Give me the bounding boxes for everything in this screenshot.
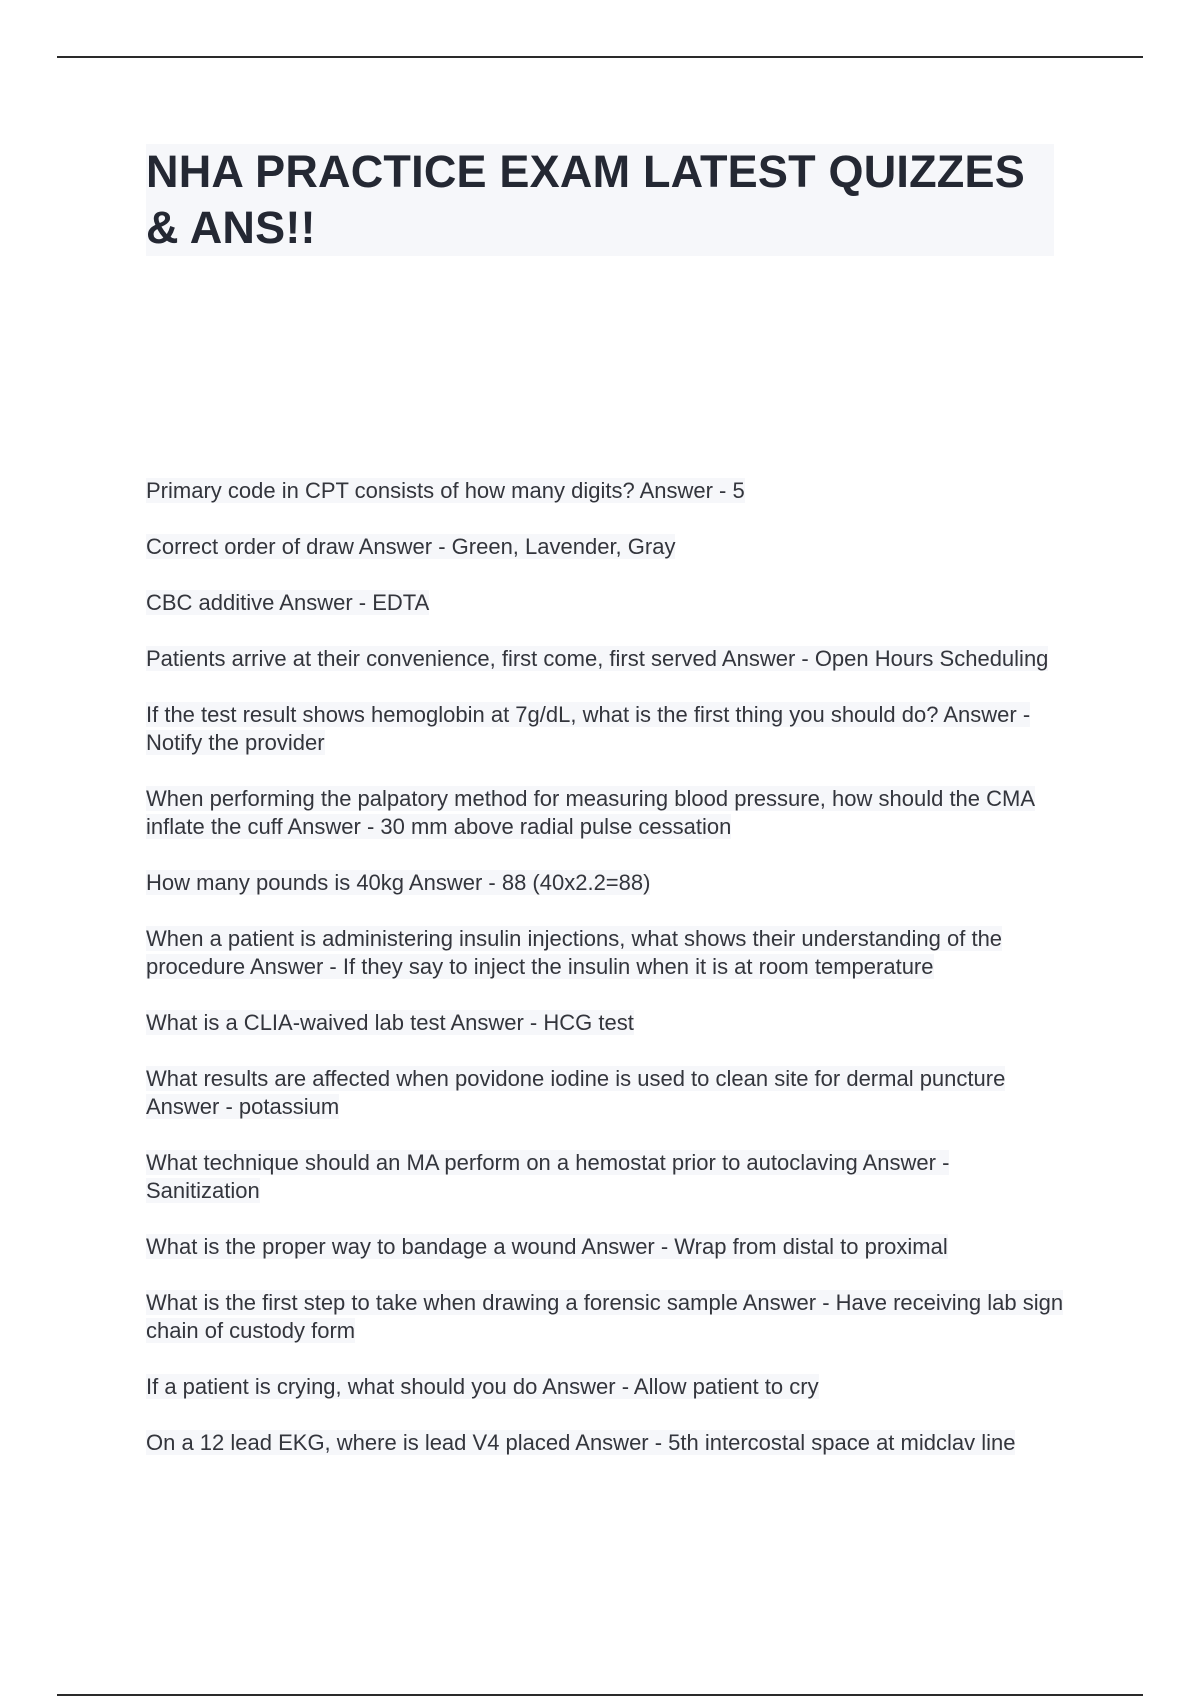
qa-text: Primary code in CPT consists of how many digits? Answer - 5 xyxy=(146,478,745,503)
qa-item xyxy=(146,1065,1066,1121)
qa-text: Correct order of draw Answer - Green, Lavender, Gray xyxy=(146,534,676,559)
qa-text: Patients arrive at their convenience, first come, first served Answer - Open Hours Scheduling xyxy=(146,646,1049,671)
qa-item xyxy=(146,1233,1066,1261)
qa-item xyxy=(146,533,1066,561)
qa-text: What is the first step to take when drawing a forensic sample Answer - Have receiving lab sign chain of custody form xyxy=(146,1290,1064,1343)
bottom-rule xyxy=(57,1694,1143,1696)
qa-item xyxy=(146,1289,1066,1345)
qa-item xyxy=(146,589,1066,617)
qa-item xyxy=(146,1009,1066,1037)
qa-item xyxy=(146,925,1066,981)
qa-text: What is the proper way to bandage a wound Answer - Wrap from distal to proximal xyxy=(146,1234,948,1259)
document-title: NHA PRACTICE EXAM LATEST QUIZZES & ANS!! xyxy=(146,146,1025,253)
qa-text: CBC additive Answer - EDTA xyxy=(146,590,430,615)
qa-text: What is a CLIA-waived lab test Answer - HCG test xyxy=(146,1010,634,1035)
qa-list xyxy=(146,477,1066,1485)
qa-item xyxy=(146,869,1066,897)
qa-text: What technique should an MA perform on a hemostat prior to autoclaving Answer - Sanitization xyxy=(146,1150,950,1203)
qa-text: What results are affected when povidone iodine is used to clean site for dermal puncture Answer - potassium xyxy=(146,1066,1006,1119)
qa-item xyxy=(146,1149,1066,1205)
qa-text: If a patient is crying, what should you do Answer - Allow patient to cry xyxy=(146,1374,819,1399)
qa-text: On a 12 lead EKG, where is lead V4 placed Answer - 5th intercostal space at midclav line xyxy=(146,1430,1016,1455)
qa-item xyxy=(146,1429,1066,1457)
qa-text: How many pounds is 40kg Answer - 88 (40x2.2=88) xyxy=(146,870,651,895)
title-block xyxy=(146,144,1054,256)
top-rule xyxy=(57,56,1143,58)
qa-text: If the test result shows hemoglobin at 7g/dL, what is the first thing you should do? Answer - Notify the provider xyxy=(146,702,1031,755)
qa-item xyxy=(146,785,1066,841)
qa-item xyxy=(146,477,1066,505)
qa-item xyxy=(146,1373,1066,1401)
qa-text: When a patient is administering insulin injections, what shows their understanding of the procedure Answer - If they say to inject the insulin when it is at room temperature xyxy=(146,926,1003,979)
qa-text: When performing the palpatory method for measuring blood pressure, how should the CMA inflate the cuff Answer - 30 mm above radial pulse cessation xyxy=(146,786,1036,839)
qa-item xyxy=(146,645,1066,673)
qa-item xyxy=(146,701,1066,757)
